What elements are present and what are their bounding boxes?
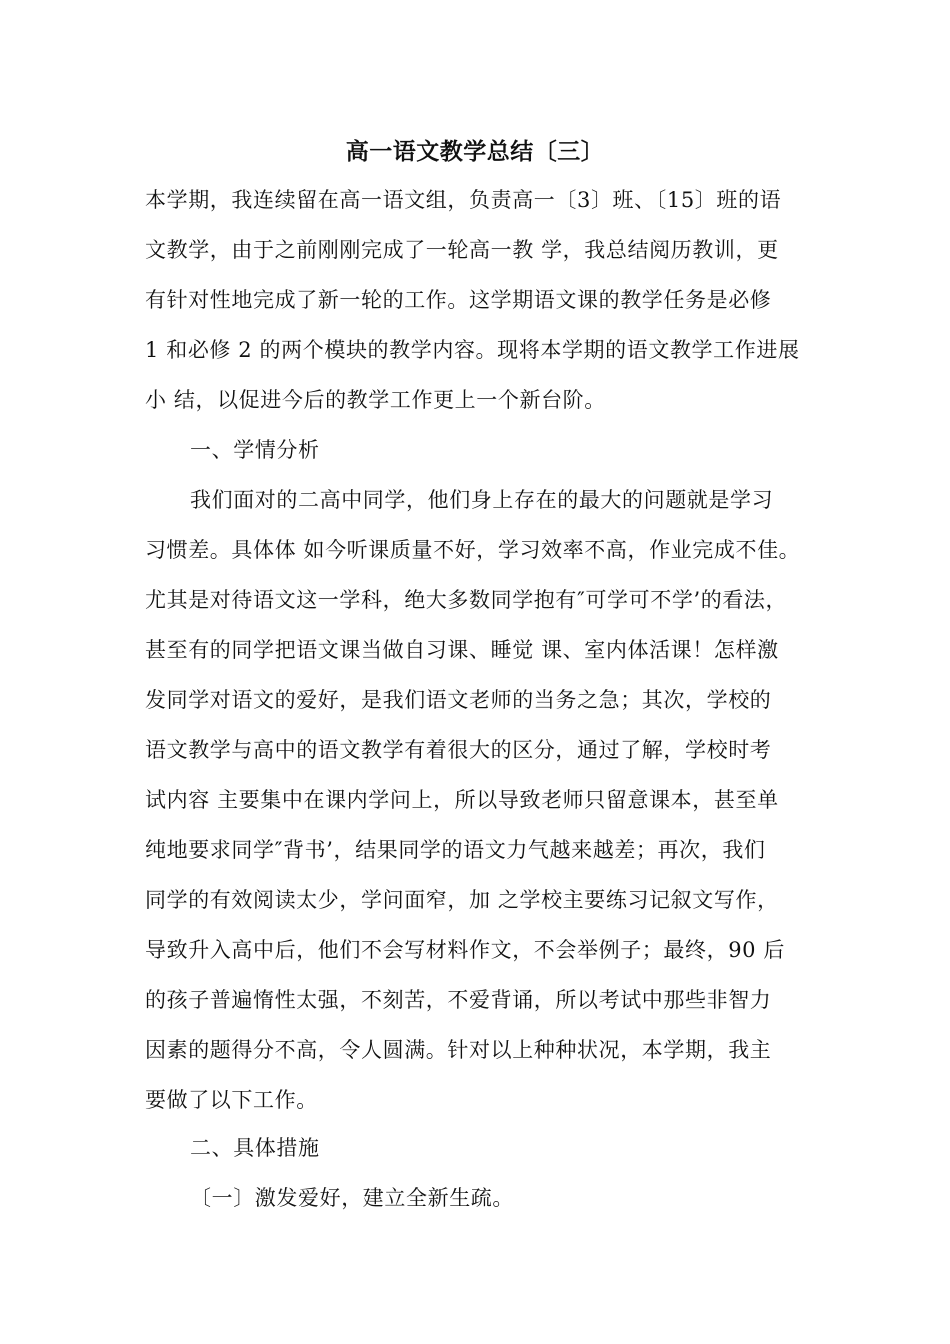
paragraph-line: 甚至有的同学把语文课当做自习课、睡觉 课、室内体活课！怎样激: [145, 638, 779, 662]
paragraph-line: 要做了以下工作。: [145, 1088, 318, 1112]
paragraph-line: 的孩子普遍惰性太强，不刻苦，不爱背诵，所以考试中那些非智力: [145, 988, 772, 1012]
paragraph-line: 本学期，我连续留在高一语文组，负责高一〔3〕班、〔15〕班的语: [145, 188, 782, 212]
section-heading: 一、学情分析: [190, 438, 320, 462]
paragraph-line: 同学的有效阅读太少，学问面窄，加 之学校主要练习记叙文写作，: [145, 888, 779, 912]
paragraph-line: 语文教学与高中的语文教学有着很大的区分，通过了解，学校时考: [145, 738, 772, 762]
paragraph-line: 因素的题得分不高，令人圆满。针对以上种种状况，本学期，我主: [145, 1038, 772, 1062]
paragraph-line: 习惯差。具体体 如今听课质量不好，学习效率不高，作业完成不佳。: [145, 538, 801, 562]
paragraph-line: 发同学对语文的爱好，是我们语文老师的当务之急；其次，学校的: [145, 688, 772, 712]
paragraph-line: 有针对性地完成了新一轮的工作。这学期语文课的教学任务是必修: [145, 288, 772, 312]
paragraph-line: 文教学，由于之前刚刚完成了一轮高一教 学，我总结阅历教训，更: [145, 238, 779, 262]
paragraph-line: 尤其是对待语文这一学科，绝大多数同学抱有″可学可不学’的看法，: [145, 588, 788, 612]
paragraph-line: 小 结，以促进今后的教学工作更上一个新台阶。: [145, 388, 606, 412]
paragraph-line: 导致升入高中后，他们不会写材料作文，不会举例子；最终，90 后: [145, 938, 785, 962]
paragraph-line: 纯地要求同学″背书’，结果同学的语文力气越来越差；再次，我们: [145, 838, 766, 862]
paragraph-line: 1 和必修 2 的两个模块的教学内容。现将本学期的语文教学工作进展: [145, 338, 800, 362]
document-title: 高一语文教学总结〔三〕: [345, 138, 605, 165]
paragraph-line: 我们面对的二高中同学，他们身上存在的最大的问题就是学习: [190, 488, 774, 512]
paragraph-line: 试内容 主要集中在课内学问上，所以导致老师只留意课本，甚至单: [145, 788, 779, 812]
section-heading: 二、具体措施: [190, 1136, 320, 1160]
subsection-heading: 〔一〕激发爱好，建立全新生疏。: [190, 1186, 514, 1210]
